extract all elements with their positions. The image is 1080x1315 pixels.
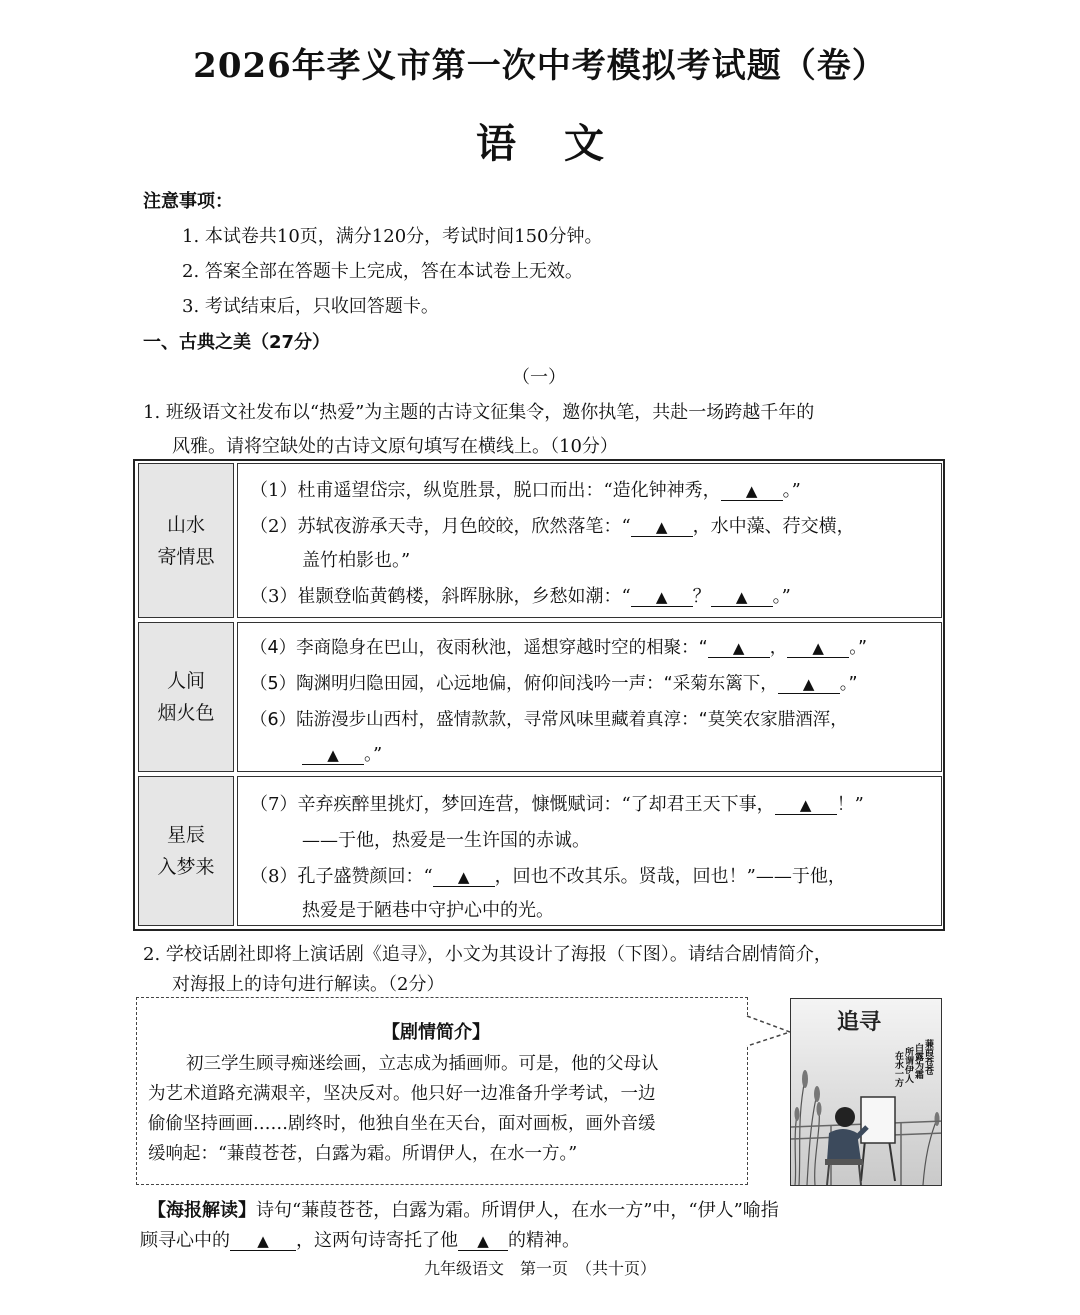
item-text: （5）陶渊明归隐田园，心远地偏，俯仰间浅吟一声：“采菊东篱下， bbox=[250, 674, 778, 694]
answer-blank[interactable] bbox=[775, 796, 837, 815]
category-life bbox=[138, 622, 234, 772]
exam-title: 2026年孝义市第一次中考模拟考试题（卷） bbox=[193, 46, 887, 86]
item-text: 。” bbox=[839, 674, 858, 694]
item-text: ！” bbox=[836, 794, 864, 815]
plot-line: 偷偷坚持画画……剧终时，他独自坐在天台，面对画板，画外音缓 bbox=[148, 1114, 656, 1134]
item-text: 。” bbox=[364, 744, 383, 765]
category-label: 烟火色 bbox=[157, 702, 215, 724]
plot-line: 缓响起：“蒹葭苍苍，白露为霜。所谓伊人，在水一方。” bbox=[148, 1144, 578, 1164]
question-item bbox=[250, 582, 791, 608]
item-text: ， bbox=[769, 638, 788, 658]
item-text: ，水中藻、荇交横， bbox=[692, 516, 855, 537]
drama-poster bbox=[790, 998, 942, 1186]
question-item bbox=[250, 670, 858, 695]
question-item-cont: 盖竹柏影也。” bbox=[302, 550, 411, 571]
answer-blank[interactable] bbox=[631, 518, 693, 537]
notice-item: 2. 答案全部在答题卡上完成，答在本试卷上无效。 bbox=[182, 261, 583, 282]
interpretation-line2 bbox=[140, 1226, 580, 1252]
poster-verse: 蒹葭苍苍 bbox=[923, 1039, 933, 1075]
answer-blank[interactable] bbox=[721, 482, 783, 501]
item-text: 。” bbox=[772, 586, 791, 607]
item-text: （3）崔颢登临黄鹤楼，斜晖脉脉，乡愁如潮：“ bbox=[250, 586, 631, 607]
category-landscape bbox=[138, 463, 234, 618]
question-item-cont: ——于他，热爱是一生许国的赤诚。 bbox=[302, 830, 590, 851]
item-text: ，回也不改其乐。贤哉，回也！”——于他， bbox=[494, 866, 846, 887]
answer-blank[interactable] bbox=[433, 868, 495, 887]
item-text: （2）苏轼夜游承天寺，月色皎皎，欣然落笔：“ bbox=[250, 516, 631, 537]
interpretation-text: ，这两句诗寄托了他 bbox=[296, 1230, 458, 1251]
question-item bbox=[250, 512, 855, 538]
interpretation-label: 【海报解读】 bbox=[148, 1200, 256, 1221]
question-item-cont bbox=[302, 740, 382, 766]
item-text: 。” bbox=[849, 638, 868, 658]
plot-line: 初三学生顾寻痴迷绘画，立志成为插画师。可是，他的父母认 bbox=[186, 1054, 659, 1074]
category-label: 人间 bbox=[166, 670, 205, 692]
notice-item: 1. 本试卷共10页，满分120分，考试时间150分钟。 bbox=[182, 226, 603, 247]
poster-verse: 在水一方 bbox=[893, 1051, 903, 1087]
answer-blank[interactable] bbox=[787, 639, 849, 658]
poster-verse: 白露为霜 bbox=[913, 1043, 923, 1079]
page-footer: 九年级语文 第一页 （共十页） bbox=[423, 1259, 656, 1278]
question-item bbox=[250, 862, 846, 888]
category-label: 山水 bbox=[166, 513, 205, 536]
question-item-cont: 热爱是于陋巷中守护心中的光。 bbox=[302, 900, 554, 921]
poster-verse: 所谓伊人 bbox=[903, 1047, 913, 1083]
answer-blank[interactable] bbox=[711, 588, 773, 607]
item-text: （4）李商隐身在巴山，夜雨秋池，遥想穿越时空的相聚：“ bbox=[250, 638, 708, 658]
item-text: （7）辛弃疾醉里挑灯，梦回连营，慷慨赋词：“了却君王天下事， bbox=[250, 794, 775, 815]
interpretation-text: 的精神。 bbox=[508, 1230, 580, 1251]
question-2-line2: 对海报上的诗句进行解读。（2分） bbox=[172, 974, 445, 995]
plot-line: 为艺术道路充满艰辛，坚决反对。他只好一边准备升学考试，一边 bbox=[148, 1084, 656, 1104]
category-stars bbox=[138, 776, 234, 926]
question-item bbox=[250, 476, 801, 502]
question-item bbox=[250, 790, 864, 816]
answer-blank[interactable] bbox=[230, 1232, 296, 1251]
category-label: 寄情思 bbox=[157, 545, 215, 568]
question-item bbox=[250, 634, 867, 659]
part-label: （一） bbox=[512, 367, 566, 388]
item-text: （8）孔子盛赞颜回：“ bbox=[250, 866, 433, 887]
item-text: 。” bbox=[782, 480, 801, 501]
question-2-line1: 2. 学校话剧社即将上演话剧《追寻》，小文为其设计了海报（下图）。请结合剧情简介， bbox=[143, 944, 832, 965]
item-text: ？ bbox=[692, 586, 711, 607]
answer-blank[interactable] bbox=[708, 639, 770, 658]
notice-item: 3. 考试结束后，只收回答题卡。 bbox=[182, 296, 439, 317]
speech-pointer bbox=[746, 1014, 792, 1050]
question-item: （6）陆游漫步山西村，盛情款款，寻常风味里藏着真淳：“莫笑农家腊酒浑， bbox=[250, 710, 848, 730]
answer-blank[interactable] bbox=[302, 746, 364, 765]
question-1-line2: 风雅。请将空缺处的古诗文原句填写在横线上。（10分） bbox=[172, 436, 618, 457]
answer-blank[interactable] bbox=[778, 675, 840, 694]
plot-heading: 【剧情简介】 bbox=[382, 1022, 490, 1043]
category-label: 入梦来 bbox=[157, 856, 215, 878]
poster-title: 追寻 bbox=[837, 1010, 882, 1035]
question-1-line1: 1. 班级语文社发布以“热爱”为主题的古诗文征集令，邀你执笔，共赴一场跨越千年的 bbox=[143, 402, 815, 423]
section-heading: 一、古典之美（27分） bbox=[143, 332, 331, 353]
subject-title: 语文 bbox=[476, 120, 652, 167]
notice-heading: 注意事项： bbox=[143, 191, 233, 212]
interpretation-text: 顾寻心中的 bbox=[140, 1230, 230, 1251]
answer-blank[interactable] bbox=[458, 1232, 508, 1251]
answer-blank[interactable] bbox=[631, 588, 693, 607]
category-label: 星辰 bbox=[166, 824, 205, 846]
item-text: （1）杜甫遥望岱宗，纵览胜景，脱口而出：“造化钟神秀， bbox=[250, 480, 721, 501]
interpretation-line1 bbox=[148, 1196, 779, 1222]
interpretation-text: 诗句“蒹葭苍苍，白露为霜。所谓伊人，在水一方”中，“伊人”喻指 bbox=[256, 1200, 779, 1221]
